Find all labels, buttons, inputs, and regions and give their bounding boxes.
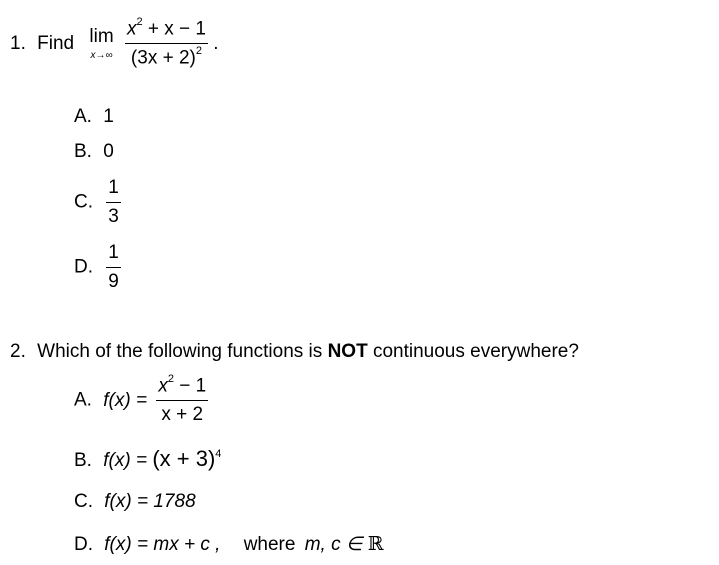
question-1-period: . [213,32,219,54]
option-value: 0 [103,141,114,162]
q2-option-d[interactable] [74,533,384,556]
q2-option-b[interactable] [74,446,221,472]
option-label: B. [74,450,92,471]
function-expression: f(x) = 1788 [104,491,196,512]
question-1-prompt: Find [37,32,75,54]
q1-option-b[interactable] [74,141,114,163]
option-label: B. [74,141,92,162]
option-label: C. [74,491,93,512]
option-label: A. [74,106,92,127]
limit-numerator: $x^2 + x - 1$ [126,16,206,40]
question-2-emphasis: NOT [327,341,368,362]
question-2-number: 2. [10,341,26,362]
function-expression: f(x) = mx + c , [104,534,221,555]
function-fraction: $\frac{x^2 - 1}{x + 2}$ [158,373,207,426]
lim-subscript: x→∞ [90,50,113,62]
function-lhs: f(x) = [103,450,148,471]
option-value: 1 [103,106,114,127]
where-word: where [243,534,296,555]
function-lhs: f(x) = [103,389,148,411]
question-1-number: 1. [10,32,26,54]
function-rhs: $(x + 3)^4$ [152,446,222,471]
real-numbers-symbol: ℝ [367,533,384,555]
question-2 [10,341,579,363]
question-2-text-end: continuous everywhere? [372,341,579,362]
q2-option-c[interactable] [74,491,196,513]
limit-denominator: $(3x + 2)^2$ [130,45,202,69]
q2-option-a[interactable] [74,375,208,426]
q1-option-d[interactable] [74,242,121,293]
lim-word: lim [89,26,114,48]
limit-fraction [125,18,208,70]
q1-option-c[interactable] [74,177,121,228]
option-label: A. [74,389,92,411]
option-label: C. [74,191,93,213]
q1-option-a[interactable] [74,106,114,128]
condition: m, c ∈ [304,534,363,555]
option-fraction: $\frac{1}{9}$ [108,242,119,292]
option-label: D. [74,256,93,278]
option-label: D. [74,534,93,555]
question-2-text: Which of the following functions is [37,341,323,362]
option-fraction: $\frac{1}{3}$ [108,177,119,227]
question-1 [10,18,219,70]
limit-operator [89,26,113,61]
